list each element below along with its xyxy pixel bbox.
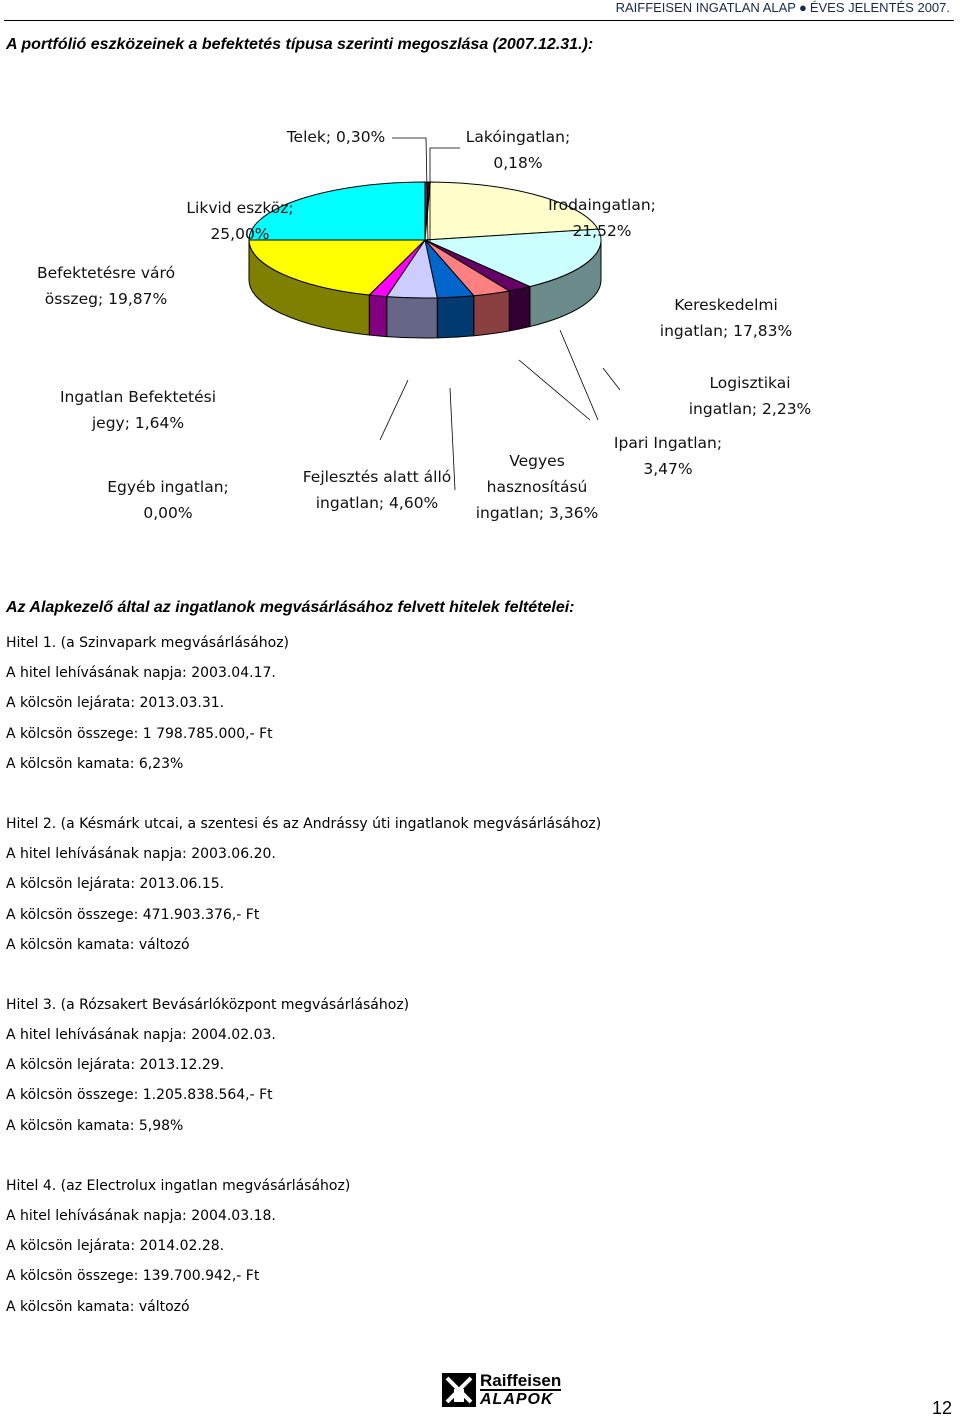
- loan-amount: A kölcsön összege: 1 798.785.000,- Ft: [6, 725, 273, 742]
- leader-line: [519, 360, 590, 420]
- loan-amount: A kölcsön összege: 139.700.942,- Ft: [6, 1268, 260, 1285]
- loan-block: [6, 1176, 601, 1327]
- raiffeisen-logo: [442, 1372, 561, 1408]
- fund-name: RAIFFEISEN INGATLAN ALAP: [615, 0, 796, 15]
- pie-label-egyeb: Egyéb ingatlan; 0,00%: [107, 478, 229, 522]
- loan-interest: A kölcsön kamata: 5,98%: [6, 1117, 184, 1134]
- logo-brand: Raiffeisen: [480, 1371, 562, 1390]
- leader-line: [603, 368, 620, 390]
- pie-label-telek: Telek; 0,30%: [286, 128, 386, 146]
- loan-interest: A kölcsön kamata: változó: [6, 936, 190, 953]
- loan-title: Hitel 2. (a Késmárk utcai, a szentesi és az Andrássy úti ingatlanok megvásárlásához): [6, 815, 602, 832]
- loan-draw-date: A hitel lehívásának napja: 2003.06.20.: [6, 846, 276, 863]
- loan-block: [6, 814, 601, 965]
- loan-interest: A kölcsön kamata: 6,23%: [6, 755, 184, 772]
- pie-label-ingatlanbef: Ingatlan Befektetési jegy; 1,64%: [59, 388, 217, 432]
- loans-heading: Az Alapkezelő által az ingatlanok megvásárlásához felvett hitelek feltételei:: [6, 599, 575, 616]
- loan-amount: A kölcsön összege: 471.903.376,- Ft: [6, 906, 260, 923]
- pie-slice-side: [474, 291, 509, 336]
- loan-maturity: A kölcsön lejárata: 2013.12.29.: [6, 1057, 225, 1074]
- loan-block: [6, 633, 601, 784]
- pie-slice-side: [387, 297, 438, 338]
- portfolio-pie-chart: [0, 90, 960, 560]
- gable-cross-icon: [442, 1373, 476, 1407]
- pie-label-iroda: Irodaingatlan; 21,52%: [548, 196, 656, 240]
- pie-label-ipari: Ipari Ingatlan; 3,47%: [613, 434, 723, 478]
- pie-label-likvid: Likvid eszköz; 25,00%: [186, 199, 294, 243]
- leader-line: [560, 330, 598, 420]
- pie-label-logiszt: Logisztikai ingatlan; 2,23%: [688, 374, 812, 418]
- pie-label-keresk: Kereskedelmi ingatlan; 17,83%: [659, 296, 793, 340]
- loan-interest: A kölcsön kamata: változó: [6, 1298, 190, 1315]
- loan-draw-date: A hitel lehívásának napja: 2003.04.17.: [6, 665, 276, 682]
- report-name: ÉVES JELENTÉS 2007.: [809, 0, 950, 15]
- section-title: A portfólió eszközeinek a befektetés típusa szerinti megoszlása (2007.12.31.):: [6, 36, 594, 53]
- loan-maturity: A kölcsön lejárata: 2013.03.31.: [6, 695, 225, 712]
- loan-title: Hitel 3. (a Rózsakert Bevásárlóközpont megvásárlásához): [6, 996, 410, 1013]
- header-divider: [4, 20, 954, 21]
- loan-maturity: A kölcsön lejárata: 2014.02.28.: [6, 1238, 225, 1255]
- logo-sub: ALAPOK: [480, 1389, 561, 1408]
- pie-label-lako: Lakóingatlan; 0,18%: [465, 128, 571, 172]
- loan-title: Hitel 4. (az Electrolux ingatlan megvásárlásához): [6, 1177, 351, 1194]
- pie-slice-side: [437, 296, 474, 338]
- bullet-icon: ●: [798, 0, 807, 15]
- loan-title: Hitel 1. (a Szinvapark megvásárlásához): [6, 635, 290, 651]
- pie-label-befektetesre: Befektetésre váró összeg; 19,87%: [36, 264, 176, 308]
- running-header: [616, 0, 950, 15]
- leader-line: [380, 380, 408, 440]
- loan-amount: A kölcsön összege: 1.205.838.564,- Ft: [6, 1087, 273, 1104]
- loan-maturity: A kölcsön lejárata: 2013.06.15.: [6, 876, 225, 893]
- loan-draw-date: A hitel lehívásának napja: 2004.02.03.: [6, 1027, 276, 1044]
- pie-slice-side: [509, 287, 530, 331]
- pie-label-fejlesztes: Fejlesztés alatt álló ingatlan; 4,60%: [302, 468, 452, 512]
- pie-label-vegyes: Vegyes hasznosítású ingatlan; 3,36%: [475, 452, 599, 522]
- loan-block: [6, 995, 601, 1146]
- page-number: 12: [931, 1398, 952, 1418]
- loans-list: [6, 633, 601, 1357]
- pie-slice-side: [369, 295, 386, 337]
- loan-draw-date: A hitel lehívásának napja: 2004.03.18.: [6, 1208, 276, 1224]
